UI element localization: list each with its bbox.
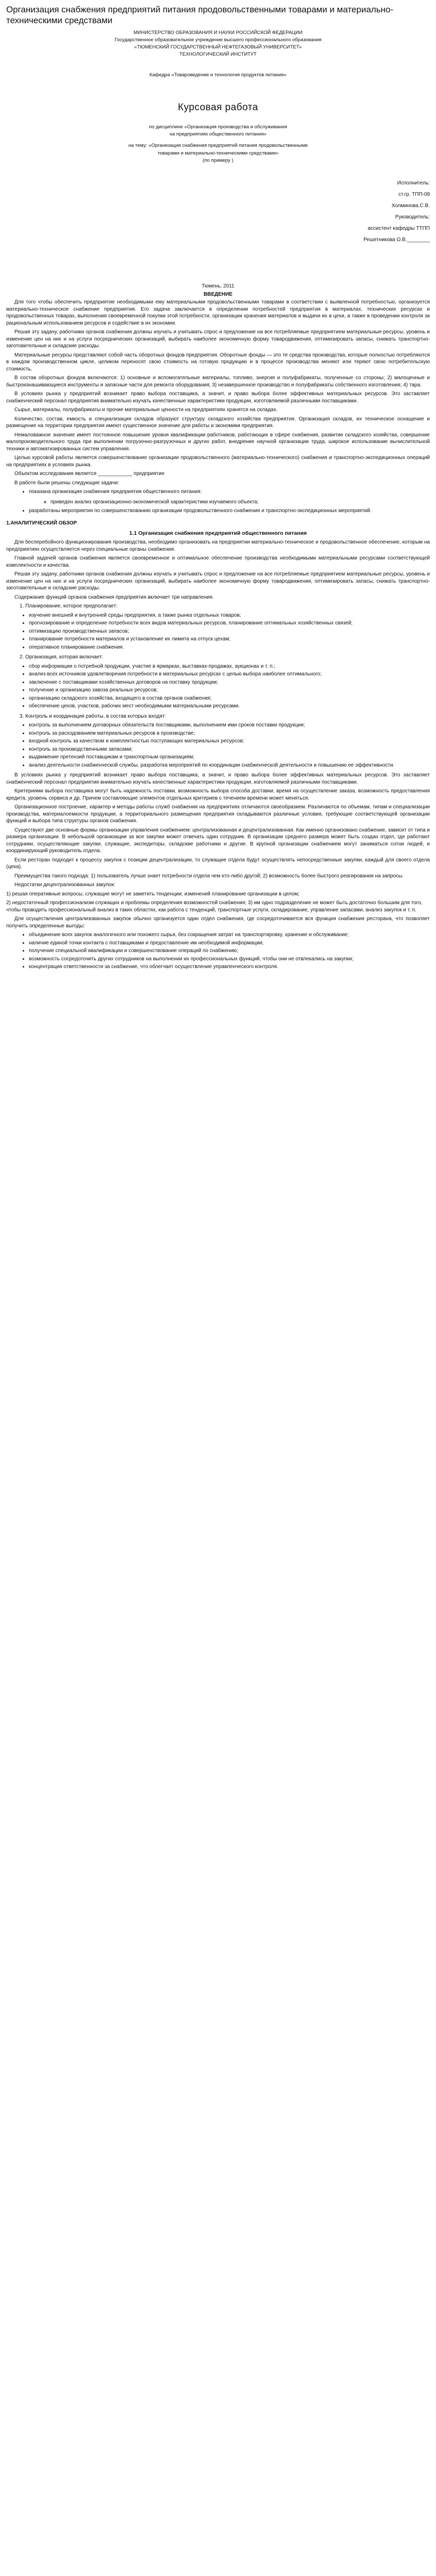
- paragraph: Немаловажное значение имеет постоянное повышение уровня квалификации работников, работающих в сфере снабжения, развитие складского хозяйства, совершение малопроизводительного труда при выполнении погрузочно-разгрузочных и других работ, внедрение научной организации труда, широкое использование вычислительной техники и автоматизированных систем управления.: [6, 432, 430, 452]
- authors-block: [6, 178, 430, 246]
- cover-subject-block: [6, 124, 430, 164]
- list-item: • обеспечение цехов, участков, рабочих мест необходимыми материальными ресурсами.: [29, 703, 430, 710]
- city-year: Тюмень, 2011: [201, 283, 235, 290]
- list-item: • показана организация снабжения предприятия общественного питания:: [29, 488, 430, 496]
- list-item: ◦ приведен анализ организационно-экономической характеристики изучаемого объекта;: [50, 499, 430, 506]
- list-item: • контроль за производственными запасами;: [29, 746, 430, 753]
- paragraph: Для того чтобы обеспечить предприятие необходимыми ему материальными продовольственными товарами в соответствии с выявленной потребностью, организуется материально-техническое снабжение предприятия. Его задача заключается в определении потребностей предприятия в материалах, технических ресурсах и продовольственных товарах, выполнения своевременной покупки этой потребности, организации хранения материалов и выдачи их в цехи, а также в проведении контроля за рациональным использованием ресурсов и содействие в их экономии.: [6, 299, 430, 326]
- discipline-line-2: на предприятиях общественного питания»: [169, 131, 267, 138]
- paragraph: Решая эту задачу, работники органов снабжения должны изучать и учитывать спрос и предложение на все потребляемые предприятием материальные ресурсы, уровень и изменение цен на них и на услуги посреднических организаций, выбирать наиболее экономичную форму товародвижения, оптимизировать запасы, снижать транспортно-заготовительные и складские расходы.: [6, 329, 430, 349]
- paragraph: Недостатки децентрализованных закупок:: [14, 882, 115, 888]
- list-item: • заключение с поставщиками хозяйственных договоров на поставку продукции;: [29, 679, 430, 686]
- paragraph: Количество, состав, емкость и специализация складов образуют структуру складского хозяйства предприятия. Организация складов, их техническое оснащение и размещение на территории предприятия имеют существенное значение для работы и экономики предприятия.: [6, 416, 430, 429]
- paragraph: В состав оборотных фондов включаются: 1) основные и вспомогательные материалы, топливо, энергия и полуфабрикаты, полученные со стороны; 2) малоценные и быстроизнашивающиеся инструменты и запасные части для ремонта оборудования; 3) незавершенное производство и полуфабрикаты собственного изготовления; 4) тара.: [6, 375, 430, 388]
- paragraph: Материальные ресурсы представляют собой часть оборотных фондов предприятия. Оборотные фонды — это те средства производства, которые полностью потребляются в каждом производственном цикле, целиком переносят свою стоимость на готовую продукцию и в процессе производства меняют или теряют свою потребительскую стоимость.: [6, 352, 430, 372]
- planning-heading: 1. Планирование, которое предполагает:: [20, 603, 118, 609]
- tasks-list-more: [6, 507, 430, 515]
- discipline-line-1: по дисциплине «Организация производства и обслуживания: [149, 124, 287, 130]
- paragraph: Организационное построение, характер и методы работы служб снабжения на предприятиях отличаются своеобразием. Различаются по объемам, типам и специализации производства, материалоемкости продукции, а территориального размещения предприятия складываются различные условия, требующие соответствующей организации функций и выбора типа структуры органов снабжения.: [6, 804, 430, 824]
- paragraph: В условиях рынка у предприятий возникает право выбора поставщика, а значит, и право выбора более эффективных материальных ресурсов. Это заставляет снабженческий персонал предприятия внимательно изучать качественные характеристики продукции, изготовляемой различными поставщиками.: [6, 772, 430, 785]
- list-item: • концентрация ответственности за снабжение, что облегчает осуществление управленческого контроля.: [29, 963, 430, 971]
- document-title: Организация снабжения предприятий питания продовольственными товарами и материально-техническими средствами: [6, 5, 394, 26]
- list-item: • выдвижение претензий поставщикам и транспортным организациям;: [29, 754, 430, 761]
- paragraph: Для бесперебойного функционирования производства, необходимо организовать на предприятии материально-техническое и продовольственное обеспечение, которым на предприятиях осуществляется через специальные органы снабжения.: [6, 539, 430, 552]
- paragraph: Главной задачей органов снабжения является своевременное и оптимальное обеспечение производства необходимыми материальными ресурсами соответствующей комплектности и качества.: [6, 555, 430, 568]
- list-item: • изучение внешней и внутренней среды предприятия, а также рынка отдельных товаров;: [29, 612, 430, 619]
- topic-line-2: товарами и материально-техническими средствами»: [158, 150, 278, 156]
- executor-name: Холминова.С.В.: [391, 203, 430, 209]
- organization-heading: 2. Организация, которая включает:: [20, 654, 103, 660]
- supervisor-position: ассистент кафедры ТТПП: [368, 226, 430, 232]
- list-item: • оптимизацию производственных запасов;: [29, 628, 430, 635]
- paragraph: В условиях рынка у предприятий возникает право выбора поставщика, а значит, и право выбора более эффективных материальных ресурсов. Это заставляет снабженческий персонал предприятия внимательно изучать качественные характеристики продукции, изготовляемой различными поставщиками.: [6, 391, 430, 404]
- list-item: • контроль за расходованием материальных ресурсов в производстве;: [29, 730, 430, 737]
- paragraph: Сырье, материалы, полуфабрикаты и прочие материальные ценности на предприятиях хранятся на складах.: [14, 407, 278, 413]
- paragraph: Если ресторан подходит к процессу закупок с позиции децентрализации, то служащие отдела будут осуществлять непосредственные закупки, каждый для своего отдела (цеха).: [6, 857, 430, 870]
- paragraph: Критериями выбора поставщика могут быть надежность поставки, возможность выбора способа доставки, время на осуществление заказа, возможность предоставления кредита, уровень сервиса и др. Причем составляющие элементов отдельных критериев с течением времени может меняться.: [6, 788, 430, 801]
- introduction-heading: ВВЕДЕНИЕ: [203, 291, 233, 297]
- paragraph: 1) решая оперативные вопросы, служащие могут не заметить тенденции; изменений планирование организации в целом;: [6, 891, 300, 897]
- list-item: • получение и организацию завоза реальных ресурсов;: [29, 687, 430, 694]
- university-line: «ТЮМЕНСКИЙ ГОСУДАРСТВЕННЫЙ НЕФТЕГАЗОВЫЙ УНИВЕРСИТЕТ»: [134, 44, 302, 50]
- list-item: • прогнозирование и определение потребности всех видов материальных ресурсов, планирование оптимальных хозяйственных связей;: [29, 620, 430, 627]
- list-item: • объединение всех закупок аналогичного или похожего сырья, без сокращения затрат на транспортировку, хранение и обслуживание;: [29, 931, 430, 939]
- institution-line: Государственное образовательное учреждение высшего профессионального образования: [114, 37, 322, 43]
- list-item: • оперативное планирование снабжения.: [29, 644, 430, 651]
- introduction-body: [6, 299, 430, 515]
- topic-line-1: на тему: «Организация снабжения предприятий питания продовольственными: [128, 143, 308, 149]
- planning-list: [6, 612, 430, 651]
- ministry-line: МИНИСТЕРСТВО ОБРАЗОВАНИЯ И НАУКИ РОССИЙСКОЙ ФЕДЕРАЦИИ: [133, 29, 303, 36]
- paragraph: 2) недостаточный профессионализм служащих и проблемы определения возможностей снабжения; 3) им одно подразделение не может быть достаточно большим для того, чтобы проводить профессиональный анализ в таких областях, как работа с тенденций, транспортные услуги, складирование, управление запасами, анализ закупок и т. п.: [6, 900, 423, 913]
- control-list: [6, 722, 430, 769]
- list-item: • контроль за выполнением договорных обязательств поставщиками, выполнением ими сроков поставки продукции;: [29, 722, 430, 729]
- organization-list: [6, 663, 430, 710]
- list-item: • организацию складского хозяйства, входящего в состав органов снабжения;: [29, 695, 430, 702]
- paragraph: Решая эту задачу, работники органов снабжения должны изучать и учитывать спрос и предложение на все потребляемые предприятием материальные ресурсы, уровень и изменение цен на них и на услуги посреднических организаций, выбирать наиболее экономичную форму товародвижения, оптимизировать запасы, снижать транспортно-заготовительные и складские расходы.: [6, 571, 430, 591]
- list-item: • анализ деятельности снабженческой службы, разработка мероприятий по координации снабженческой деятельности и повышению ее эффективности.: [29, 762, 430, 769]
- tasks-list: [6, 488, 430, 496]
- institute-line: ТЕХНОЛОГИЧЕСКИЙ ИНСТИТУТ: [179, 52, 257, 58]
- list-item: • наличие единой точки контакта с поставщиками и предоставление им необходимой информации;: [29, 940, 430, 947]
- supervisor-label: Руководитель:: [395, 214, 430, 221]
- organization-block: [6, 29, 430, 59]
- department-line: Кафедра «Товароведение и технология продуктов питания»: [149, 72, 287, 78]
- executor-group: ст.гр. ТПП-08: [398, 192, 430, 198]
- benefits-list: [6, 931, 430, 971]
- list-item: • планирование потребности материалов и установление их лимита на отпуск цехам;: [29, 636, 430, 643]
- list-item: • разработаны мероприятия по совершенствованию организации продовольственного снабжения и транспортно-экспедиционных мероприятий.: [29, 507, 430, 515]
- list-item: • сбор информации о потребной продукции, участие в ярмарках, выставках-продажах, аукционах и т. п.;: [29, 663, 430, 670]
- coursework-heading: Курсовая работа: [178, 102, 258, 113]
- supervisor-name: Решетникова О.В.________: [363, 237, 430, 243]
- section-1-1-body: [6, 539, 430, 971]
- example-note: (по примеру ): [202, 157, 234, 163]
- chapter-1-heading: 1.АНАЛИТИЧЕСКИЙ ОБЗОР: [6, 520, 77, 526]
- paragraph: Существуют две основные формы организации управления снабжением: централизованная и децентрализованная. Как именно организовано снабжение, зависит от типа и размера организации. В небольшой организации за все закупки может отвечать один сотрудник. В организации среднего размера может быть создан отдел, где работают сотрудники, осуществляющие закупки, служащие, экспедиторы, складские работники и другие. В крупной организации снабжением могут заниматься сотни людей, и координирующий руководитель отдела.: [6, 827, 430, 854]
- paragraph: Целью курсовой работы является совершенствование организации продовольственного (материально-технического) снабжения и транспортно-экспедиционных операций на предприятиях в условиях рынка.: [6, 455, 430, 468]
- paragraph: Содержание функций органов снабжения предприятия включает три направления.: [14, 594, 214, 600]
- tasks-sublist: [6, 499, 430, 506]
- paragraph: Для осуществления централизованных закупок обычно организуется один отдел снабжения, где сосредоточивается вся функция снабжения ресторана, что позволяет получить определенные выгоды:: [6, 916, 430, 929]
- list-item: • получение специальной квалификации и совершенствование операций по снабжению;: [29, 947, 430, 955]
- paragraph: Преимущества такого подхода: 1) пользователь лучше знает потребности отдела чем кто-либо другой; 2) возможность более быстрого реагирования на запросы.: [14, 873, 404, 879]
- list-item: • входной контроль за качеством и комплектностью поступающих материальных ресурсов;: [29, 738, 430, 745]
- control-heading: 3. Контроль и координация работы, в состав которых входят:: [20, 713, 166, 719]
- executor-label: Исполнитель:: [397, 180, 430, 187]
- section-1-1-heading: 1.1 Организация снабжения предприятий общественного питания: [129, 530, 307, 537]
- paragraph: Объектом исследования является ____________ предприятие: [14, 471, 165, 477]
- list-item: • анализ всех источников удовлетворения потребности в материальных ресурсах с целью выбора наиболее оптимального;: [29, 671, 430, 678]
- paragraph: В работе были решены следующие задачи:: [14, 480, 119, 486]
- list-item: • возможность сосредоточить других сотрудников на выполнении их профессиональных функций, чтобы они не отвлекались на закупки;: [29, 956, 430, 963]
